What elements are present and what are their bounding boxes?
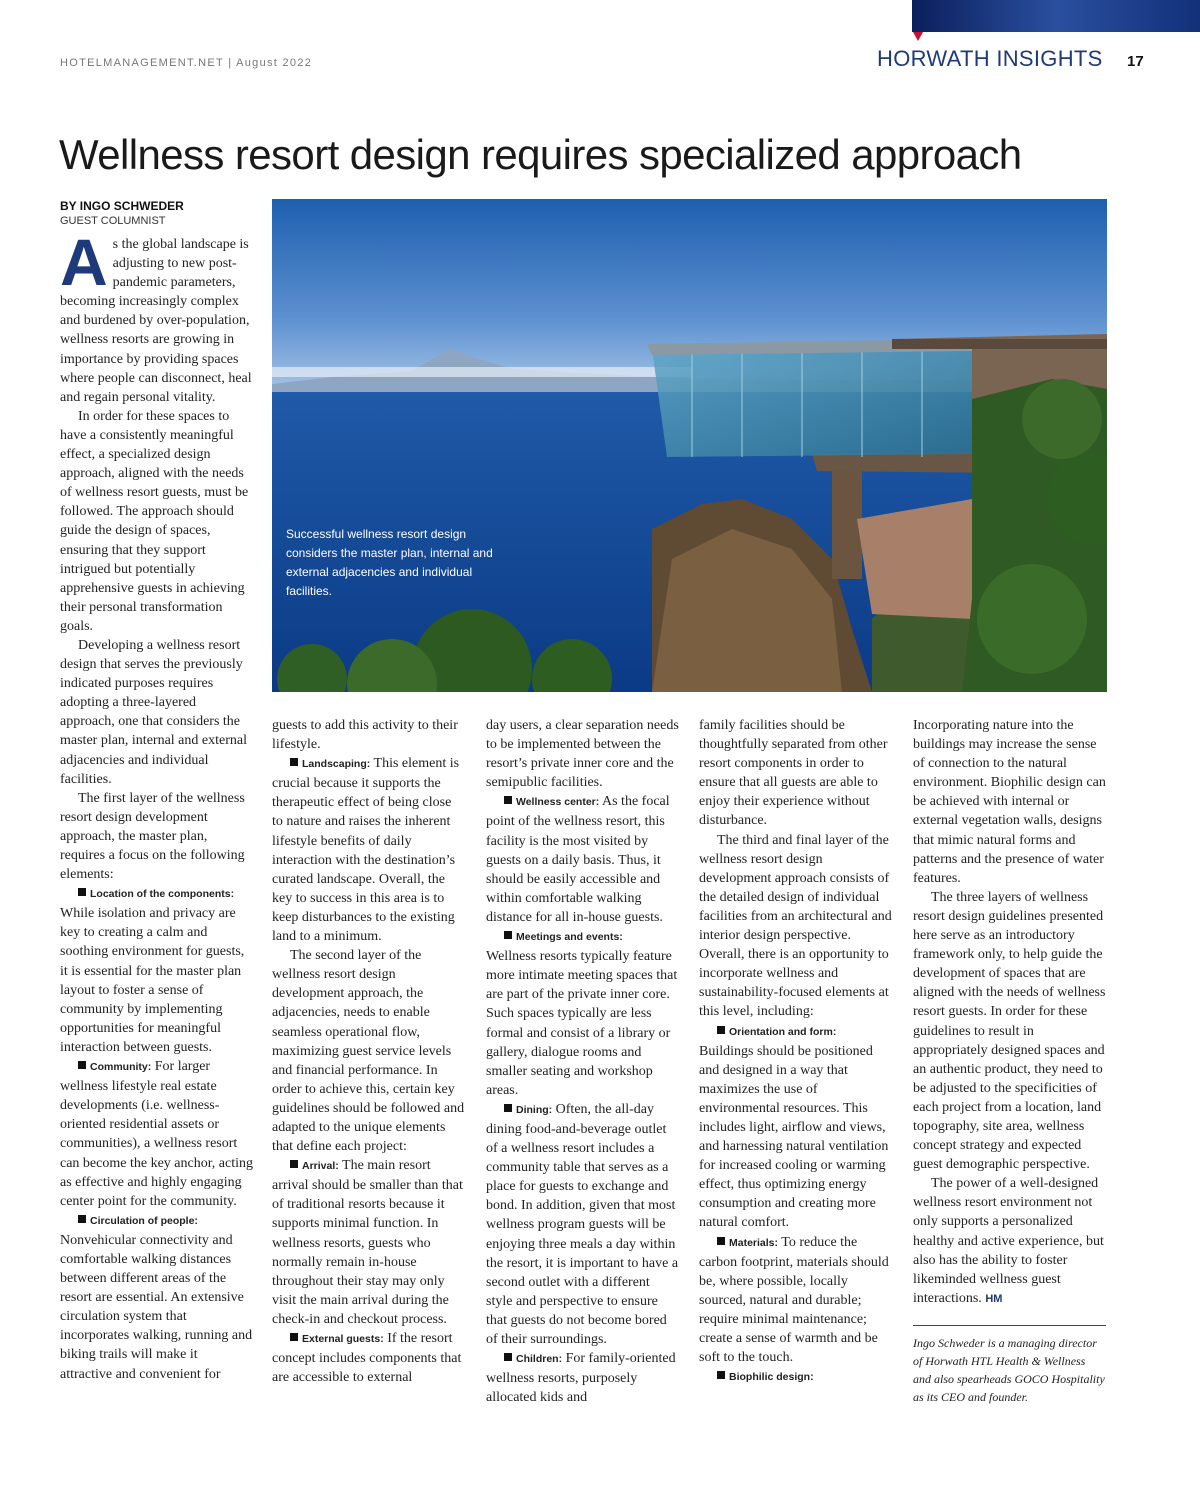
bullet-square-icon xyxy=(290,758,298,766)
bio-divider xyxy=(913,1325,1106,1326)
article-column-5 xyxy=(913,716,1106,1406)
article-column-4 xyxy=(699,716,892,1387)
bullet-square-icon xyxy=(717,1026,725,1034)
bullet-square-icon xyxy=(290,1160,298,1168)
bullet-item: Materials: To reduce the carbon footprint, materials should be, where possible, locally sourced, natural and durable; require minimal maintenance; create a sense of warmth and be soft to the touch. xyxy=(699,1234,889,1366)
bullet-item: Community: For larger wellness lifestyle real estate developments (i.e. wellness-oriented residential assets or communities), a wellness resort can become the key anchor, acting as effective and highly engaging center point for the community. xyxy=(60,1059,254,1209)
paragraph: family facilities should be thoughtfully separated from other resort components in order to ensure that all guests are able to enjoy their experience without disturbance. xyxy=(699,718,888,829)
bullet-item: Landscaping: This element is crucial because it supports the therapeutic effect of being close to nature and raises the inherent lifestyle benefits of daily interaction with the destination’s curated landscape. Overall, the key to success in this area is to keep disturbances to the existing land to a minimum. xyxy=(272,756,460,945)
paragraph: Incorporating nature into the buildings may increase the sense of connection to the natural environment. Biophilic design can be achieved with internal or external vegetation walls, designs that mimic natural forms and patterns and the presence of water features. xyxy=(913,718,1106,886)
bullet-item: Meetings and events: Wellness resorts typically feature more intimate meeting spaces that are part of the private inner core. Such spaces typically are less formal and consist of a library or gallery, dialogue rooms and smaller seating and workshop areas. xyxy=(486,931,678,1098)
bullet-item: Circulation of people: Nonvehicular connectivity and comfortable walking distances between different areas of the resort are essential. An extensive circulation system that incorporates walking, running and biking trails will make it attractive and convenient for xyxy=(60,1214,253,1382)
paragraph: guests to add this activity to their lifestyle. xyxy=(272,718,458,753)
paragraph: The third and final layer of the wellness resort design development approach consists of the detailed design of individual facilities from an architectural and interior design perspective. Overall, there is an opportunity to incorporate wellness and sustainability-focused elements at this level, including: xyxy=(699,832,892,1020)
header-color-bar xyxy=(912,0,1200,32)
byline: BY INGO SCHWEDER xyxy=(60,199,184,213)
bullet-item: Children: For family-oriented wellness resorts, purposely allocated kids and xyxy=(486,1351,676,1406)
paragraph: day users, a clear separation needs to be implemented between the resort’s private inner core and the semipublic facilities. xyxy=(486,718,679,791)
article-column-3 xyxy=(486,716,679,1407)
paragraph: Developing a wellness resort design that serves the previously indicated purposes requires adopting a three-layered approach, one that considers the master plan, internal and external adjacencies and individual facilities. xyxy=(60,637,247,787)
bullet-square-icon xyxy=(504,931,512,939)
paragraph: The three layers of wellness resort design guidelines presented here serve as an introductory framework only, to help guide the development of spaces that are aligned with the needs of wellness resort guests. In order for these guidelines to result in appropriately designed spaces and an authentic product, they need to be adjusted to the specificities of each project from a location, land topography, site area, wellness concept strategy and expected guest demographic perspective. xyxy=(913,889,1106,1173)
article-column-2 xyxy=(272,716,465,1387)
byline-role: GUEST COLUMNIST xyxy=(60,215,166,227)
bullet-square-icon xyxy=(78,1215,86,1223)
article-column-1 xyxy=(60,225,254,1384)
author-bio: Ingo Schweder is a managing director of Horwath HTL Health & Wellness and also spearheads GOCO Hospitality as its CEO and founder. xyxy=(913,1335,1105,1404)
header-accent-triangle xyxy=(913,32,923,41)
bullet-square-icon xyxy=(78,888,86,896)
drop-cap: A xyxy=(60,225,108,299)
photo-caption: Successful wellness resort design considers the master plan, internal and external adjacencies and individual facilities. xyxy=(286,527,493,598)
bullet-item: Arrival: The main resort arrival should be smaller than that of traditional resorts because it supports minimal function. In wellness resorts, guests who normally remain in-house throughout their stay may only visit the main arrival during the check-in and checkout process. xyxy=(272,1158,463,1327)
paragraph: The second layer of the wellness resort design development approach, the adjacencies, needs to enable seamless operational flow, maximizing guest service levels and financial performance. In order to achieve this, certain key guidelines should be followed and adapted to the unique elements that define each project: xyxy=(272,948,465,1155)
bullet-item: Biophilic design: xyxy=(699,1367,892,1387)
bullet-square-icon xyxy=(78,1061,86,1069)
bullet-square-icon xyxy=(504,1104,512,1112)
bullet-square-icon xyxy=(504,1353,512,1361)
article-headline: Wellness resort design requires specialized approach xyxy=(59,131,1022,178)
bullet-item: Dining: Often, the all-day dining food-and-beverage outlet of a wellness resort includes a community table that serves as a place for guests to exchange and bond. In addition, given that most wellness program guests will be enjoying three meals a day within the resort, it is important to have a second outlet with a different style and perspective to ensure that guests do not become bored of their surroundings. xyxy=(486,1101,679,1347)
bullet-square-icon xyxy=(290,1333,298,1341)
bullet-square-icon xyxy=(717,1237,725,1245)
paragraph: The first layer of the wellness resort design development approach, the master plan, requires a focus on the following elements: xyxy=(60,790,245,883)
paragraph: As the global landscape is adjusting to new post-pandemic parameters, becoming increasingly complex and burdened by over-population, wellness resorts are growing in importance by providing spaces where people can disconnect, heal and regain personal vitality. xyxy=(60,225,252,405)
bullet-item: External guests: If the resort concept includes components that are accessible to external xyxy=(272,1331,462,1386)
publication-info: HOTELMANAGEMENT.NET | August 2022 xyxy=(60,57,313,69)
end-mark: HM xyxy=(985,1292,1003,1305)
resort-photo xyxy=(272,199,1107,692)
page-number: 17 xyxy=(1127,53,1144,70)
bullet-square-icon xyxy=(717,1371,725,1379)
bullet-item: Location of the components: While isolation and privacy are key to creating a calm and soothing environment for guests, it is essential for the master plan layout to foster a sense of community by implementing opportunities for meaningful interaction between guests. xyxy=(60,888,245,1055)
paragraph: The power of a well-designed wellness resort environment not only supports a personalized healthy and active experience, but also has the ability to foster likeminded wellness guest interactions. HM xyxy=(913,1176,1104,1306)
section-title: HORWATH INSIGHTS xyxy=(877,46,1103,71)
bullet-item: Wellness center: As the focal point of the wellness resort, this facility is the most visited by guests on a daily basis. Thus, it should be easily accessible and within comfortable walking distance for all in-house guests. xyxy=(486,794,670,925)
paragraph: In order for these spaces to have a consistently meaningful effect, a specialized design approach, aligned with the needs of wellness resort guests, must be followed. The approach should guide the design of spaces, ensuring that they support intrigued but potentially apprehensive guests in achieving their personal transformation goals. xyxy=(60,408,249,634)
bullet-square-icon xyxy=(504,796,512,804)
bullet-item: Orientation and form: Buildings should be positioned and designed in a way that maximizes the use of environmental resources. This includes light, airflow and views, and harnessing natural ventilation for increased cooling or warming effect, thus optimizing energy consumption and creating more natural comfort. xyxy=(699,1025,889,1231)
cliffside-resort-image xyxy=(272,199,1107,692)
